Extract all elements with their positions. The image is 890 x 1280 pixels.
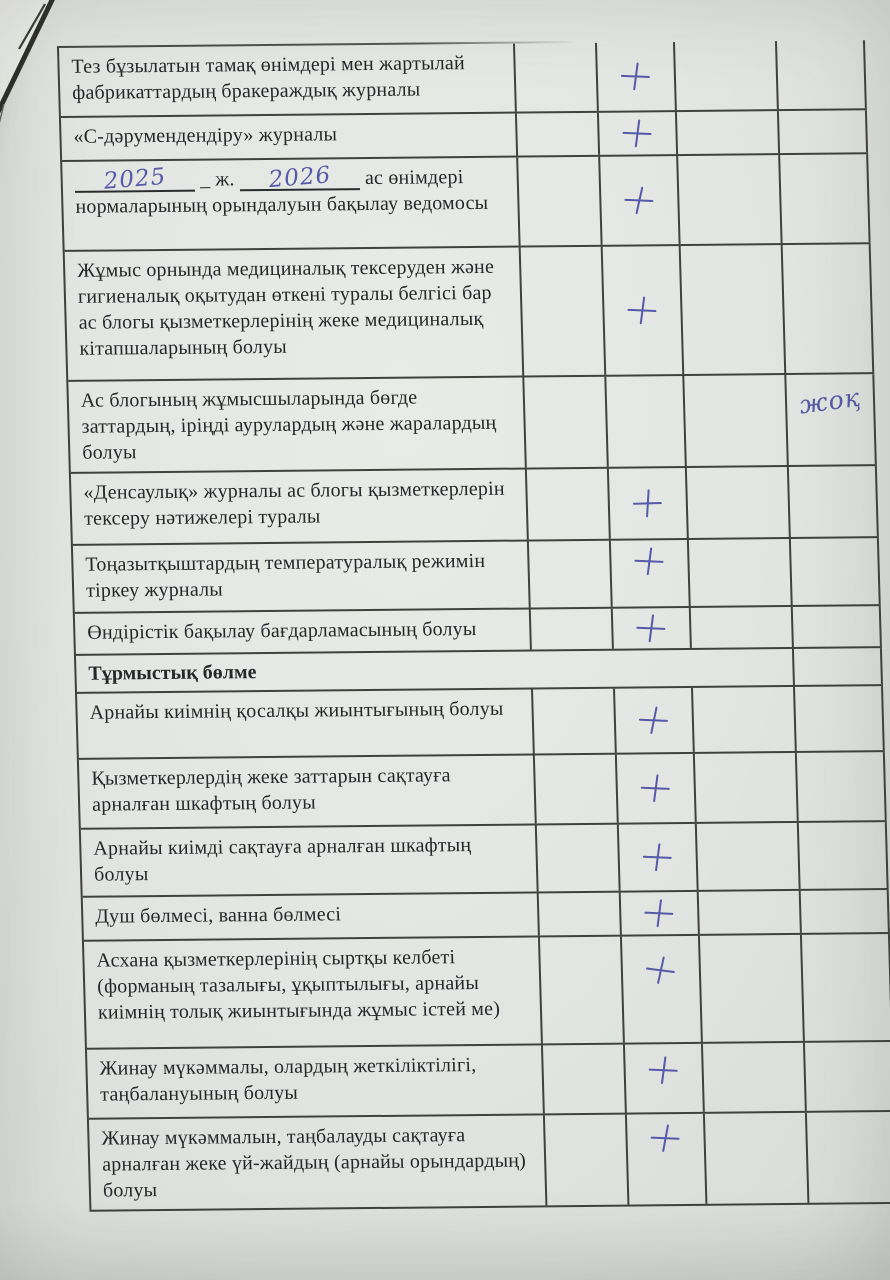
mark-cell-4 [795,686,885,751]
mark-cell-2 [600,156,680,245]
handwritten-plus-mark [619,60,652,92]
fill-in-blank [239,162,360,194]
mark-cell-3 [705,1113,810,1204]
row-label-cell: Жинау мүкәммалы, олардың жеткіліктілігі, таңбалануының болуы [87,1045,545,1117]
row-label-cell: Арнайы киімді сақтауға арналған шкафтың болуы [81,825,539,895]
mark-cell-2 [615,688,695,753]
handwritten-plus-mark [644,953,678,987]
mark-cell-2 [621,892,700,935]
row-label-cell: Қызметкерлердің жеке заттарын сақтауға арналған шкафтың болуы [79,755,537,827]
table-row [81,822,889,898]
table-row [62,154,870,252]
mark-cell-1 [524,377,609,468]
mark-cell-3 [684,375,789,466]
mark-cell-2 [625,1044,705,1113]
mark-cell-2 [627,1114,708,1205]
mark-cell-3 [687,467,791,538]
mark-cell-4 [807,1112,890,1203]
table-row [65,244,875,382]
mark-cell-3 [678,155,782,244]
mark-cell-4 [791,538,881,605]
table-row [61,110,868,162]
mark-cell-4 [777,40,867,109]
row-label-cell: Жұмыс орнында медициналық тексеруден және гигиеналық оқытудан өткені туралы белгісі бар ас блогы қызметкерлерінің жеке медициналық кітапшаларының болуы [65,248,525,380]
mark-cell-2 [597,42,677,111]
mark-cell-2 [609,468,689,539]
mark-cell-1 [539,893,622,936]
mark-cell-2 [606,376,687,467]
handwritten-note: жоқ [797,382,863,420]
mark-cell-1 [543,1045,627,1114]
fill-in-blank [74,163,195,195]
mark-cell-4 [801,890,890,933]
row-label-cell: 2025 _ ж. 2026 ас өнімдері нормаларының орындалуын бақылау ведомосы [62,158,520,250]
row-label-cell: Арнайы киімнің қосалқы жиынтығының болуы [77,689,535,757]
mark-cell-4 [786,374,877,465]
mark-cell-2 [599,112,678,155]
section-header-label: Тұрмыстық бөлме [76,649,795,692]
mark-cell-1 [537,825,621,892]
mark-cell-3 [675,41,779,110]
table-row [83,890,890,942]
table-row [77,686,885,760]
handwritten-plus-mark [649,1122,682,1154]
table-row [59,40,867,118]
mark-cell-2 [603,246,685,375]
row-label-cell: Асхана қызметкерлерінің сыртқы келбеті (форманың тазалығы, ұқыптылығы, арнайы киімнің толық жиынтығында жұмыс істей ме) [84,937,543,1047]
mark-cell-4 [799,822,889,889]
handwritten-plus-mark [623,184,656,216]
table-row [79,752,887,830]
mark-cell-3 [697,823,801,890]
table-row [71,466,879,546]
table-row [73,538,881,614]
mark-cell-4 [794,648,883,685]
mark-cell-1 [517,113,600,156]
handwritten-plus-mark [643,897,676,929]
mark-cell-4 [789,466,879,537]
mark-cell-3 [700,935,805,1042]
handwritten-plus-mark [626,294,659,326]
row-label-cell: Ас блогының жұмысшыларында бөгде заттардың, іріңді аурулардың және жаралардың болуы [68,378,526,472]
row-label-cell: «С-дәрумендендіру» журналы [61,114,518,160]
checklist-table [57,40,890,1211]
mark-cell-2 [617,754,697,823]
mark-cell-3 [699,891,802,934]
handwritten-plus-mark [630,486,665,520]
row-label-cell: Жинау мүкәммалын, таңбалауды сақтауға арналған жеке үй-жайдың (арнайы орындардың) болуы [89,1115,547,1209]
mark-cell-1 [545,1115,630,1206]
mark-cell-3 [677,111,780,154]
row-label-cell: Өндірістік бақылау бағдарламасының болуы [75,609,532,653]
handwritten-plus-mark [621,117,654,149]
mark-cell-2 [619,824,699,891]
mark-cell-4 [780,154,870,243]
table-row [84,934,890,1050]
mark-cell-4 [802,934,890,1041]
mark-cell-1 [521,247,607,376]
handwritten-plus-mark [635,612,668,644]
table-row [68,374,877,474]
table-row [87,1042,890,1120]
handwritten-year-end: 2026 [267,162,333,194]
mark-cell-3 [695,753,799,822]
mark-cell-1 [518,157,602,246]
row-label-cell: Тез бұзылатын тамақ өнімдері мен жартылай фабрикаттардың бракераждық журналы [59,44,517,116]
mark-cell-2 [611,540,691,607]
handwritten-plus-mark [639,772,672,804]
mark-cell-1 [515,43,599,112]
mark-cell-3 [703,1043,807,1112]
row-label-cell: Тоңазытқыштардың температуралық режимін тіркеу журналы [73,541,531,611]
mark-cell-1 [527,469,611,540]
mark-cell-1 [533,689,617,754]
mark-cell-4 [793,606,882,647]
mark-cell-1 [535,755,619,824]
row-label-cell: «Денсаулық» журналы ас блогы қызметкерлерін тексеру нәтижелері туралы [71,470,529,544]
mark-cell-2 [613,608,692,649]
mark-cell-3 [681,245,787,374]
mark-cell-3 [691,607,794,648]
row-label-cell: Душ бөлмесі, ванна бөлмесі [83,893,540,939]
mark-cell-4 [779,110,868,153]
mark-cell-1 [531,609,614,650]
handwritten-plus-mark [641,841,674,873]
mark-cell-4 [805,1042,890,1111]
mark-cell-3 [689,539,793,606]
table-row [89,1112,890,1212]
handwritten-plus-mark [647,1054,680,1086]
handwritten-plus-mark [633,545,666,577]
mark-cell-3 [693,687,797,752]
mark-cell-4 [783,244,875,373]
mark-cell-1 [540,937,625,1044]
mark-cell-2 [622,936,703,1043]
mark-cell-4 [797,752,887,821]
handwritten-plus-mark [637,704,670,736]
mark-cell-1 [529,541,613,608]
handwritten-year-start: 2025 [102,163,168,195]
